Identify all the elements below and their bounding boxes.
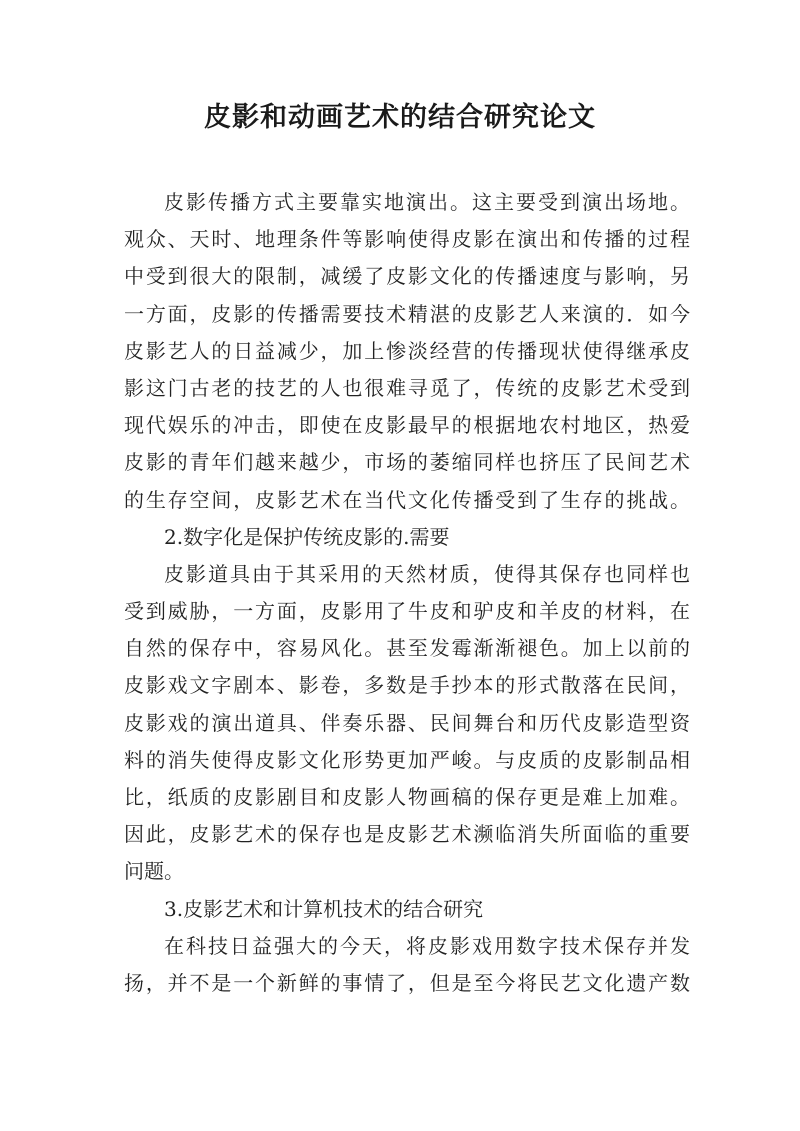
paragraph-line: 比，纸质的皮影剧目和皮影人物画稿的保存更是难上加难。 [124, 785, 690, 809]
paragraph-line: 自然的保存中，容易风化。甚至发霉渐渐褪色。加上以前的 [124, 636, 690, 661]
paragraph-line: 一方面，皮影的传播需要技术精湛的皮影艺人来演的．如今 [124, 301, 690, 326]
section-heading: 2.数字化是保护传统皮影的.需要 [164, 524, 450, 549]
paragraph-line: 皮影戏的演出道具、伴奏乐器、民间舞台和历代皮影造型资 [124, 710, 690, 735]
paragraph-line: 问题。 [124, 859, 184, 884]
paragraph-line: 皮影艺人的日益减少，加上惨淡经营的传播现状使得继承皮 [124, 338, 690, 363]
paragraph-line: 影这门古老的技艺的人也很难寻觅了，传统的皮影艺术受到 [124, 375, 690, 400]
paragraph-line: 受到威胁，一方面，皮影用了牛皮和驴皮和羊皮的材料，在 [124, 599, 690, 624]
paragraph-line: 扬，并不是一个新鲜的事情了，但是至今将民艺文化遗产数 [124, 970, 690, 995]
paragraph-line: 皮影的青年们越来越少，市场的萎缩同样也挤压了民间艺术 [124, 450, 690, 475]
paragraph-line: 观众、天时、地理条件等影响使得皮影在演出和传播的过程 [124, 227, 690, 252]
page-title: 皮影和动画艺术的结合研究论文 [204, 102, 596, 133]
paragraph-line: 皮影传播方式主要靠实地演出。这主要受到演出场地。 [164, 190, 690, 214]
paragraph-line: 因此，皮影艺术的保存也是皮影艺术濒临消失所面临的重要 [124, 822, 690, 847]
paragraph-line: 皮影戏文字剧本、影卷，多数是手抄本的形式散落在民间， [124, 673, 690, 698]
paragraph-line: 在科技日益强大的今天，将皮影戏用数字技术保存并发 [164, 933, 690, 958]
paragraph-line: 现代娱乐的冲击，即使在皮影最早的根据地农村地区，热爱 [124, 413, 690, 438]
section-heading: 3.皮影艺术和计算机技术的结合研究 [164, 896, 484, 921]
paragraph-line: 的生存空间，皮影艺术在当代文化传播受到了生存的挑战。 [124, 487, 690, 512]
document-body [124, 184, 690, 1002]
paragraph-line: 料的消失使得皮影文化形势更加严峻。与皮质的皮影制品相 [124, 747, 690, 772]
paragraph-line: 皮影道具由于其采用的天然材质，使得其保存也同样也 [164, 561, 690, 586]
paragraph-line: 中受到很大的限制，减缓了皮影文化的传播速度与影响，另 [124, 264, 690, 289]
